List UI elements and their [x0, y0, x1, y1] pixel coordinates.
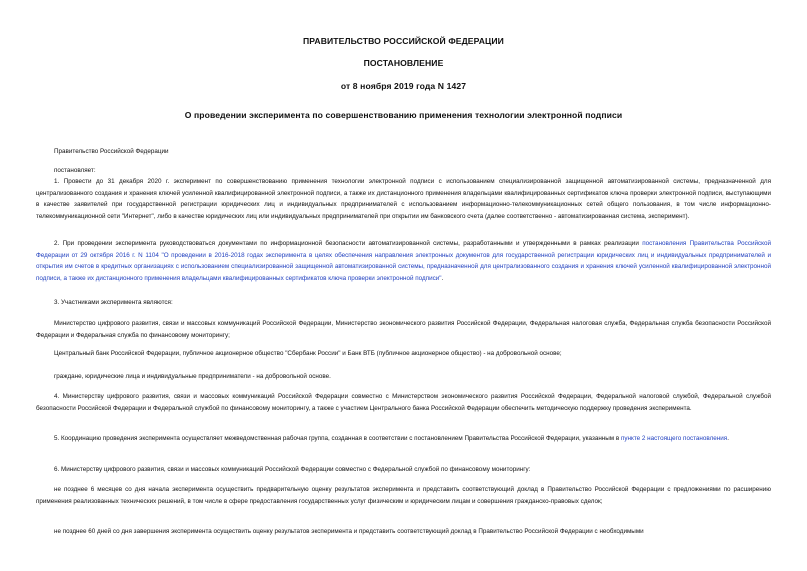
government-heading: ПРАВИТЕЛЬСТВО РОССИЙСКОЙ ФЕДЕРАЦИИ	[303, 36, 504, 46]
resolves-paragraph: постановляет:	[54, 167, 96, 174]
paragraph-2-text: 2. При проведении эксперимента руководствоваться документами по информационной безопасности автоматизированной системы, разработанными и утвержденными в рамках реализации	[54, 240, 643, 247]
paragraph-1: 1. Провести до 31 декабря 2020 г. эксперимент по совершенствованию применения технологии электронной подписи с использованием специализированной защищенной автоматизированной системы, предназначенной для централизованного создания и хранения ключей усиленной квалифицированной электронной подписи, а также их дистанционного применения владельцами квалифицированных сертификатов ключа проверки электронной подписи, выступающими в качестве заявителей при государственной регистрации юридических лиц и индивидуальных предпринимателей с использованием информационно-телекоммуникационных сетей общего пользования, в том числе информационно-телекоммуникационной сети "Интернет", либо в качестве юридических лиц или индивидуальных предпринимателей при открытии им банковского счета (далее соответственно - автоматизированная система, эксперимент).	[36, 178, 771, 220]
paragraph-4: 4. Министерству цифрового развития, связи и массовых коммуникаций Российской Федерации совместно с Министерством экономического развития Российской Федерации, Федеральной налоговой службой, Федеральной службой безопасности Российской Федерации и Федеральной службой по финансовому мониторингу, а также с участием Центрального банка Российской Федерации обеспечить методическую поддержку проведения эксперимента.	[36, 393, 771, 412]
paragraph-5-text: 5. Координацию проведения эксперимента осуществляет межведомственная рабочая группа, созданная в соответствии с постановлением Правительства Российской Федерации, указанным в	[54, 435, 621, 442]
decree-1104-link[interactable]: постановления Правительства Российской Федерации от 29 октября 2016 г. N 1104 "О проведении в 2016-2018 годах эксперимента в целях обеспечения направления электронных документов для государственной регистрации юридических лиц и индивидуальных предпринимателей и открытия им счетов в кредитных организациях с использованием специализированной защищенной автоматизированной системы, предназначенной для централизованного создания и хранения ключей усиленной квалифицированной электронной подписи, а также их дистанционного применения владельцами квалифицированных сертификатов ключа проверки электронной подписи"	[36, 240, 772, 282]
paragraph-6: 6. Министерству цифрового развития, связи и массовых коммуникаций Российской Федерации совместно с Федеральной службой по финансовому мониторингу:	[54, 466, 531, 473]
paragraph-6-item-b: не позднее 60 дней со дня завершения эксперимента осуществить оценку результатов эксперимента и представить соответствующий доклад в Правительство Российской Федерации с необходимыми	[54, 528, 644, 535]
document-type-heading: ПОСТАНОВЛЕНИЕ	[363, 58, 444, 68]
document-date-number: от 8 ноября 2019 года N 1427	[340, 81, 467, 91]
point-2-link[interactable]: пункте 2 настоящего постановления	[620, 435, 728, 442]
paragraph-5	[36, 433, 771, 445]
paragraph-2-end: .	[441, 274, 444, 282]
issuer-paragraph: Правительство Российской Федерации	[54, 148, 169, 155]
paragraph-3-participants-ministries: Министерство цифрового развития, связи и массовых коммуникаций Российской Федерации, Министерство экономического развития Российской Федерации, Федеральная налоговая служба, Федеральная служба безопасности Российской Федерации и Федеральная служба по финансовому мониторингу;	[36, 320, 771, 339]
paragraph-3-participants-banks: Центральный банк Российской Федерации, публичное акционерное общество "Сбербанк России" и Банк ВТБ (публичное акционерное общество) - на добровольной основе;	[54, 350, 562, 357]
paragraph-3-participants-citizens: граждане, юридические лица и индивидуальные предприниматели - на добровольной основе.	[54, 373, 331, 380]
paragraph-3: 3. Участниками эксперимента являются:	[54, 299, 173, 306]
document-title: О проведении эксперимента по совершенствованию применения технологии электронной подписи	[184, 110, 623, 120]
paragraph-2	[36, 238, 771, 284]
paragraph-6-item-a: не позднее 6 месяцев со дня начала эксперимента осуществить предварительную оценку результатов эксперимента и представить соответствующий доклад в Правительство Российской Федерации с предложениями по расширению применения реализованных технических решений, в том числе в сфере предоставления государственных услуг физическим и юридическим лицам и совершения гражданско-правовых сделок;	[36, 486, 771, 505]
paragraph-5-end: .	[727, 435, 729, 442]
